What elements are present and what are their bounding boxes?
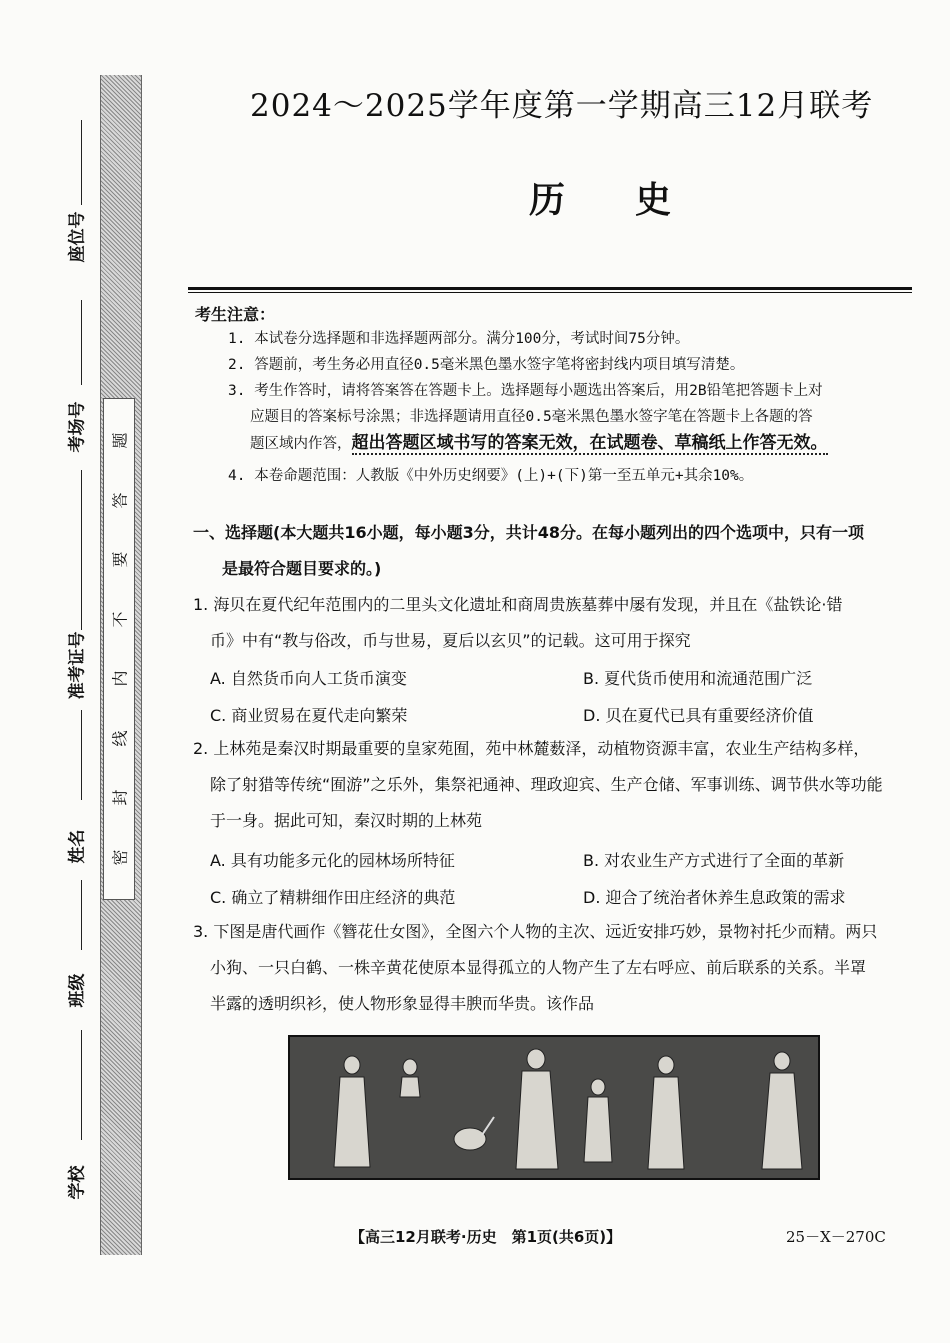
footer-page-info: 【高三12月联考·历史 第1页(共6页)】 <box>350 1228 622 1246</box>
exam-room-line[interactable] <box>81 300 82 385</box>
question-2-option-a[interactable]: A. 具有功能多元化的园林场所特征 <box>210 851 455 870</box>
notice-item-3-cont2 <box>250 430 940 457</box>
question-3-stem: 3. 下图是唐代画作《簪花仕女图》，全图六个人物的主次、远近安排巧妙，景物衬托少而精。两只 <box>193 922 878 941</box>
seal-char: 封 <box>110 789 130 806</box>
subject-title: 历史 <box>528 179 741 221</box>
question-1-stem: 1. 海贝在夏代纪年范围内的二里头文化遗址和商周贵族墓葬中屡有发现，并且在《盐铁论·错 <box>193 595 843 614</box>
name-line[interactable] <box>81 710 82 800</box>
seal-char: 不 <box>110 611 130 628</box>
question-2-option-b[interactable]: B. 对农业生产方式进行了全面的革新 <box>583 851 845 870</box>
school-line[interactable] <box>81 1030 82 1140</box>
divider-thick <box>188 287 912 290</box>
seal-notice <box>103 398 135 900</box>
question-2-stem: 2. 上林苑是秦汉时期最重要的皇家苑囿，苑中林麓薮泽，动植物资源丰富，农业生产结构多样， <box>193 739 870 758</box>
class-label: 班级 <box>67 973 88 1008</box>
notice-item-2: 2. 答题前，考生务必用直径0.5毫米黑色墨水签字笔将密封线内项目填写清楚。 <box>228 357 745 373</box>
exam-room-label: 考场号 <box>67 401 88 453</box>
question-2-option-d[interactable]: D. 迎合了统治者休养生息政策的需求 <box>583 888 846 907</box>
question-1-option-c[interactable]: C. 商业贸易在夏代走向繁荣 <box>210 706 408 725</box>
notice-item-4: 4. 本卷命题范围：人教版《中外历史纲要》(上)+(下)第一至五单元+其余10%。 <box>228 468 754 484</box>
footer-code: 25－X－270C <box>786 1228 886 1246</box>
question-1-option-a[interactable]: A. 自然货币向人工货币演变 <box>210 669 407 688</box>
seal-char: 题 <box>110 432 130 449</box>
seal-char: 要 <box>110 551 130 568</box>
seat-number-label: 座位号 <box>67 211 88 263</box>
seal-char: 内 <box>110 670 130 687</box>
seal-char: 密 <box>110 849 130 866</box>
notice-warning: 超出答题区域书写的答案无效，在试题卷、草稿纸上作答无效。 <box>351 433 828 453</box>
school-label: 学校 <box>67 1165 88 1200</box>
notice-item-3-cont: 应题目的答案标号涂黑；非选择题请用直径0.5毫米黑色墨水签字笔在答题卡上各题的答 <box>250 409 813 425</box>
admission-number-line[interactable] <box>81 470 82 630</box>
seal-char: 答 <box>110 492 130 509</box>
section-heading: 一、选择题(本大题共16小题，每小题3分，共计48分。在每小题列出的四个选项中，只有一项 <box>193 523 864 542</box>
notice-item-1: 1. 本试卷分选择题和非选择题两部分。满分100分，考试时间75分钟。 <box>228 331 690 347</box>
seal-char: 线 <box>110 730 130 747</box>
question-1-option-b[interactable]: B. 夏代货币使用和流通范围广泛 <box>583 669 813 688</box>
question-1-stem-cont: 币》中有“教与俗改，币与世易，夏后以玄贝”的记载。这可用于探究 <box>210 631 691 650</box>
question-2-stem-cont2: 于一身。据此可知，秦汉时期的上林苑 <box>210 811 483 830</box>
admission-number-label: 准考证号 <box>67 631 88 700</box>
notice-item-3: 3. 考生作答时，请将答案答在答题卡上。选择题每小题选出答案后，用2B铅笔把答题卡上对 <box>228 383 823 399</box>
question-1-option-d[interactable]: D. 贝在夏代已具有重要经济价值 <box>583 706 814 725</box>
question-3-stem-cont: 小狗、一只白鹤、一株辛黄花使原本显得孤立的人物产生了左右呼应、前后联系的关系。半罩 <box>210 958 867 977</box>
question-2-option-c[interactable]: C. 确立了精耕细作田庄经济的典范 <box>210 888 456 907</box>
question-2-stem-cont: 除了射猎等传统“囿游”之乐外，集祭祀通神、理政迎宾、生产仓储、军事训练、调节供水等功能 <box>210 775 883 794</box>
exam-title: 2024～2025学年度第一学期高三12月联考 <box>250 88 874 124</box>
painting-image <box>288 1035 820 1180</box>
painting-figures <box>290 1037 818 1178</box>
divider-thin <box>188 292 912 293</box>
notice-item-3-text: 题区域内作答， <box>250 436 352 452</box>
class-line[interactable] <box>81 880 82 950</box>
notice-heading: 考生注意： <box>195 305 276 324</box>
question-3-stem-cont2: 半露的透明织衫，使人物形象显得丰腴而华贵。该作品 <box>210 994 595 1013</box>
section-heading-cont: 是最符合题目要求的。) <box>222 559 382 578</box>
name-label: 姓名 <box>67 829 88 864</box>
